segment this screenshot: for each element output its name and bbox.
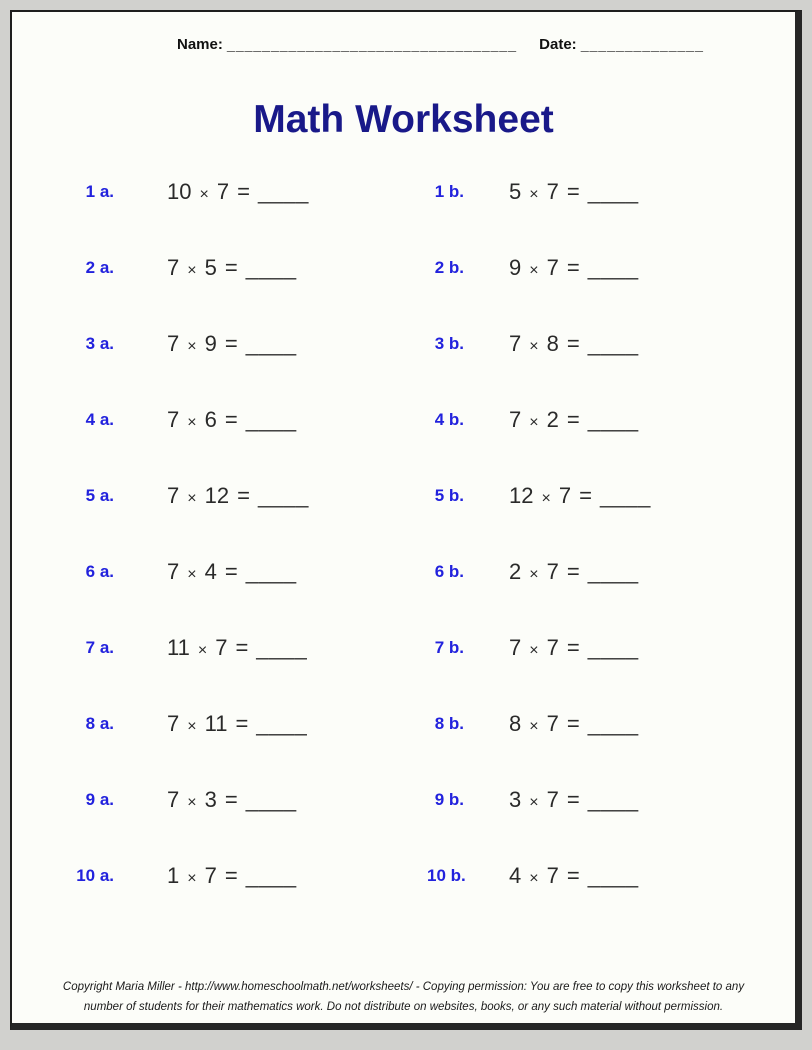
factor-2: 11: [204, 711, 228, 736]
factor-1: 7: [509, 331, 522, 356]
problem-3b: [509, 331, 795, 357]
factor-1: 9: [509, 255, 522, 280]
answer-blank: ____: [245, 863, 297, 888]
multiply-icon: ×: [529, 262, 539, 279]
answer-blank: ____: [245, 787, 297, 812]
equals-sign: =: [224, 407, 238, 432]
problem-1a: [167, 179, 427, 205]
multiply-icon: ×: [529, 566, 539, 583]
factor-2: 7: [546, 787, 559, 812]
multiply-icon: ×: [187, 870, 197, 887]
factor-2: 6: [204, 407, 217, 432]
equals-sign: =: [566, 787, 580, 812]
equals-sign: =: [566, 331, 580, 356]
equals-sign: =: [224, 559, 238, 584]
problem-row-4: [12, 382, 795, 458]
problem-9b: [509, 787, 795, 813]
answer-blank: ____: [245, 407, 297, 432]
worksheet-page: [10, 10, 802, 1030]
factor-2: 12: [204, 483, 230, 508]
problem-label-6a: 6 a.: [85, 562, 114, 581]
problem-row-9: [12, 762, 795, 838]
factor-1: 7: [167, 559, 180, 584]
name-label: Name:: [177, 36, 223, 53]
problem-label-3b: 3 b.: [434, 334, 464, 353]
factor-1: 8: [509, 711, 522, 736]
multiply-icon: ×: [529, 186, 539, 203]
answer-blank: ____: [587, 331, 639, 356]
multiply-icon: ×: [529, 870, 539, 887]
problem-row-2: [12, 230, 795, 306]
factor-2: 3: [204, 787, 217, 812]
answer-blank: ____: [256, 711, 308, 736]
problem-8a: [167, 711, 427, 737]
factor-2: 2: [546, 407, 559, 432]
multiply-icon: ×: [187, 262, 197, 279]
problem-7b: [509, 635, 795, 661]
name-date-header: [177, 36, 795, 58]
equals-sign: =: [237, 483, 250, 508]
multiply-icon: ×: [187, 718, 197, 735]
problem-10a: [167, 863, 427, 889]
factor-1: 7: [167, 711, 180, 736]
equals-sign: =: [566, 711, 580, 736]
multiply-icon: ×: [197, 642, 208, 659]
factor-1: 7: [167, 483, 180, 508]
problem-label-8b: 8 b.: [434, 714, 464, 733]
factor-2: 7: [546, 255, 559, 280]
factor-1: 7: [167, 331, 180, 356]
problem-label-1a: 1 a.: [85, 182, 114, 201]
equals-sign: =: [224, 255, 238, 280]
multiply-icon: ×: [187, 338, 197, 355]
factor-1: 7: [509, 407, 522, 432]
problem-label-7b: 7 b.: [434, 638, 464, 657]
answer-blank: ____: [245, 255, 297, 280]
equals-sign: =: [566, 559, 580, 584]
multiply-icon: ×: [187, 566, 197, 583]
problem-row-1: [12, 154, 795, 230]
factor-1: 7: [509, 635, 522, 660]
factor-1: 11: [167, 635, 190, 660]
multiply-icon: ×: [529, 338, 539, 355]
problem-label-2a: 2 a.: [85, 258, 114, 277]
factor-1: 7: [167, 787, 180, 812]
factor-2: 8: [546, 331, 559, 356]
multiply-icon: ×: [529, 794, 539, 811]
problem-label-10b: 10 b.: [427, 866, 466, 885]
factor-1: 4: [509, 863, 522, 888]
equals-sign: =: [566, 863, 580, 888]
date-blank-line: ______________: [580, 36, 704, 52]
factor-1: 2: [509, 559, 522, 584]
problem-9a: [167, 787, 427, 813]
answer-blank: ____: [245, 331, 297, 356]
problem-6a: [167, 559, 427, 585]
problem-row-7: [12, 610, 795, 686]
answer-blank: ____: [599, 483, 651, 508]
name-blank-line: _________________________________: [227, 36, 517, 52]
page-title: Math Worksheet: [253, 98, 554, 141]
answer-blank: ____: [587, 863, 639, 888]
multiply-icon: ×: [529, 414, 539, 431]
problem-label-1b: 1 b.: [434, 182, 464, 201]
problem-1b: [509, 179, 795, 205]
multiply-icon: ×: [187, 794, 197, 811]
problem-10b: [509, 863, 795, 889]
equals-sign: =: [566, 635, 580, 660]
copyright-footer: [12, 977, 795, 1017]
factor-2: 7: [215, 635, 228, 660]
factor-2: 7: [546, 635, 559, 660]
answer-blank: ____: [587, 635, 639, 660]
factor-1: 5: [509, 179, 522, 204]
factor-1: 7: [167, 255, 180, 280]
problem-5a: [167, 483, 427, 509]
problem-6b: [509, 559, 795, 585]
factor-1: 7: [167, 407, 180, 432]
equals-sign: =: [224, 787, 238, 812]
problem-3a: [167, 331, 427, 357]
problem-label-2b: 2 b.: [434, 258, 464, 277]
factor-2: 7: [204, 863, 217, 888]
equals-sign: =: [237, 179, 250, 204]
problem-row-6: [12, 534, 795, 610]
problem-8b: [509, 711, 795, 737]
answer-blank: ____: [587, 255, 639, 280]
answer-blank: ____: [257, 179, 309, 204]
factor-2: 7: [546, 559, 559, 584]
factor-2: 9: [204, 331, 217, 356]
equals-sign: =: [566, 407, 580, 432]
problem-label-6b: 6 b.: [434, 562, 464, 581]
factor-2: 7: [216, 179, 230, 204]
answer-blank: ____: [587, 407, 639, 432]
problem-row-5: [12, 458, 795, 534]
multiply-icon: ×: [199, 186, 209, 203]
answer-blank: ____: [245, 559, 297, 584]
equals-sign: =: [235, 635, 249, 660]
answer-blank: ____: [587, 179, 639, 204]
problem-label-4b: 4 b.: [434, 410, 464, 429]
problem-4b: [509, 407, 795, 433]
answer-blank: ____: [587, 559, 639, 584]
answer-blank: ____: [587, 787, 639, 812]
factor-2: 4: [204, 559, 217, 584]
factor-2: 7: [546, 711, 559, 736]
footer-line-1: Copyright Maria Miller - http://www.homeschoolmath.net/worksheets/ - Copying permission: You are free to copy this worksheet to any: [62, 981, 745, 993]
problem-label-10a: 10 a.: [76, 866, 114, 885]
problem-row-3: [12, 306, 795, 382]
multiply-icon: ×: [187, 414, 197, 431]
multiply-icon: ×: [541, 490, 551, 507]
equals-sign: =: [224, 863, 238, 888]
problem-4a: [167, 407, 427, 433]
factor-2: 7: [546, 179, 559, 204]
problem-label-8a: 8 a.: [85, 714, 114, 733]
equals-sign: =: [224, 331, 238, 356]
factor-1: 3: [509, 787, 522, 812]
problem-label-3a: 3 a.: [85, 334, 114, 353]
factor-2: 7: [558, 483, 572, 508]
problem-label-9b: 9 b.: [434, 790, 464, 809]
problem-label-7a: 7 a.: [85, 638, 114, 657]
factor-2: 5: [204, 255, 217, 280]
problem-2a: [167, 255, 427, 281]
factor-1: 10: [167, 179, 192, 204]
problem-row-8: [12, 686, 795, 762]
answer-blank: ____: [587, 711, 639, 736]
problem-5b: [509, 483, 795, 509]
multiply-icon: ×: [529, 718, 539, 735]
multiply-icon: ×: [187, 490, 197, 507]
factor-1: 1: [167, 863, 180, 888]
problem-label-4a: 4 a.: [85, 410, 114, 429]
problem-label-5a: 5 a.: [85, 486, 114, 505]
problem-2b: [509, 255, 795, 281]
equals-sign: =: [579, 483, 592, 508]
footer-line-2: number of students for their mathematics work. Do not distribute on websites, books, or any such material without permission.: [83, 1001, 724, 1013]
factor-1: 12: [509, 483, 534, 508]
problem-label-5b: 5 b.: [434, 486, 464, 505]
equals-sign: =: [566, 179, 580, 204]
multiply-icon: ×: [529, 642, 539, 659]
factor-2: 7: [546, 863, 559, 888]
problem-7a: [167, 635, 427, 661]
equals-sign: =: [566, 255, 580, 280]
problem-label-9a: 9 a.: [85, 790, 114, 809]
date-label: Date:: [539, 36, 577, 53]
problem-row-10: [12, 838, 795, 914]
problems-grid: [12, 154, 795, 914]
answer-blank: ____: [256, 635, 308, 660]
equals-sign: =: [235, 711, 249, 736]
answer-blank: ____: [257, 483, 309, 508]
